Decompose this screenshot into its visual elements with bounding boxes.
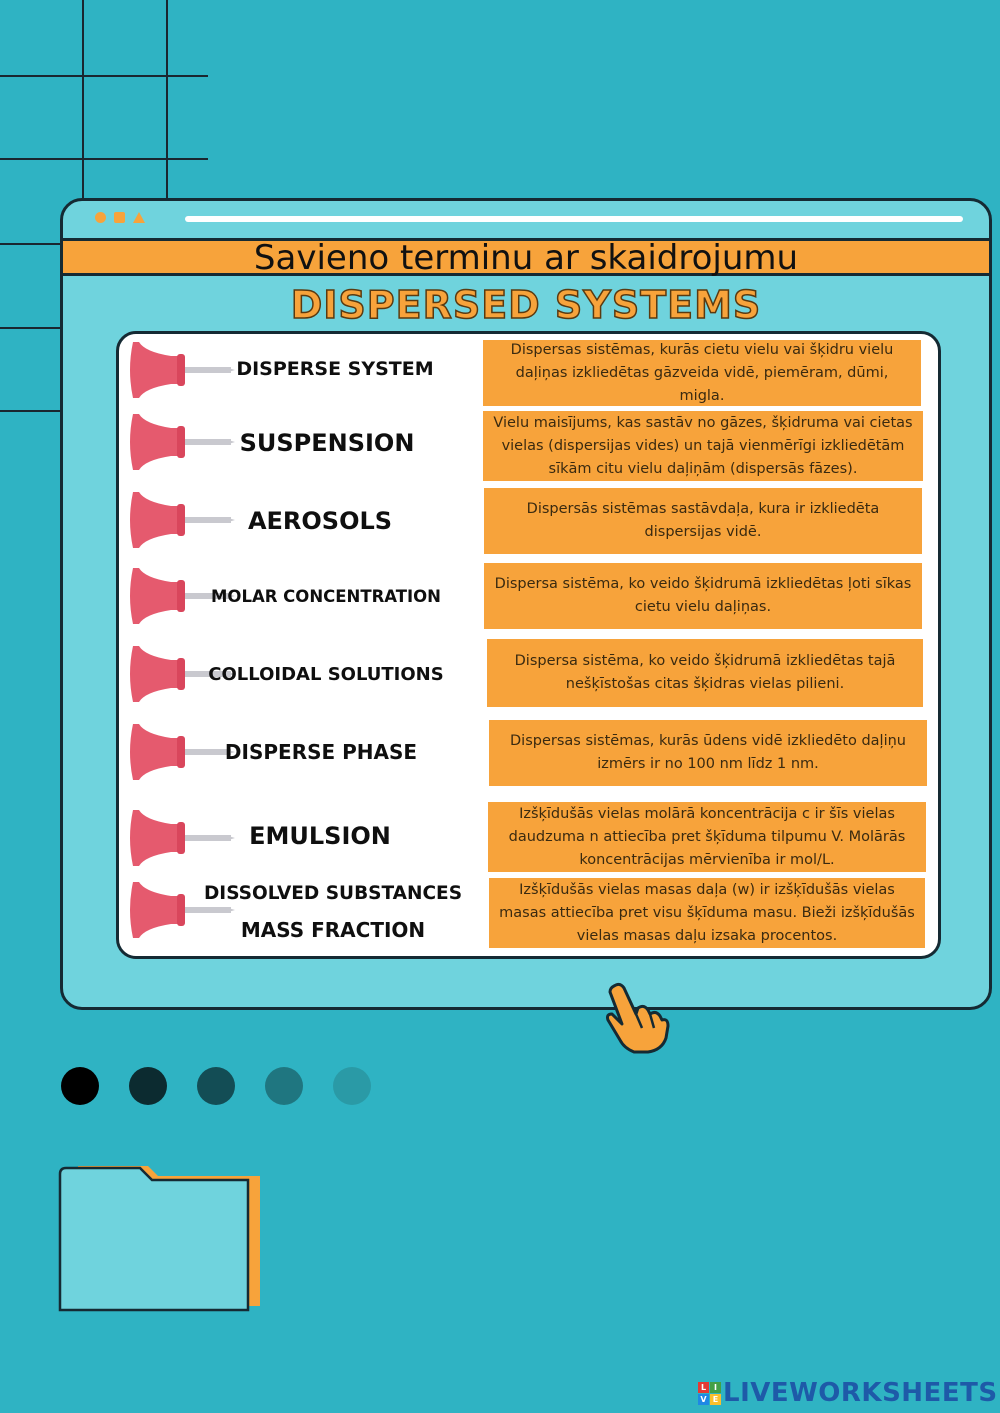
term-mass-fraction[interactable]: MASS FRACTION xyxy=(240,918,426,942)
definition-box[interactable]: Dispersas sistēmas, kurās cietu vielu vai šķidru vielu daļiņas izkliedētas gāzveida vidē, piemēram, dūmi, migla. xyxy=(483,340,921,406)
logo-letter: E xyxy=(710,1394,721,1405)
term-dissolved-substances[interactable]: DISSOLVED SUBSTANCES xyxy=(203,883,463,904)
pagination-dot[interactable] xyxy=(129,1067,167,1105)
pagination-dot[interactable] xyxy=(333,1067,371,1105)
pushpin-icon[interactable] xyxy=(125,806,235,870)
address-bar[interactable] xyxy=(185,216,963,222)
window-controls xyxy=(95,212,145,223)
grid-line xyxy=(0,158,208,160)
definition-box[interactable]: Dispersas sistēmas, kurās ūdens vidē izkliedēto daļiņu izmērs ir no 100 nm līdz 1 nm. xyxy=(489,720,927,786)
folder-icon xyxy=(56,1160,266,1315)
circle-icon[interactable] xyxy=(95,212,106,223)
pushpin-icon[interactable] xyxy=(125,410,235,474)
term-colloidal-solutions[interactable]: COLLOIDAL SOLUTIONS xyxy=(208,664,444,685)
term-disperse-system[interactable]: DISPERSE SYSTEM xyxy=(236,358,434,380)
square-icon[interactable] xyxy=(114,212,125,223)
liveworksheets-logo xyxy=(698,1378,998,1408)
term-molar-concentration[interactable]: MOLAR CONCENTRATION xyxy=(211,587,441,606)
logo-letter: V xyxy=(698,1394,709,1405)
definition-box[interactable]: Izšķīdušās vielas molārā koncentrācija c ir šīs vielas daudzuma n attiecība pret šķīduma tilpumu V. Molārās koncentrācijas mērvienība ir mol/L. xyxy=(488,802,926,872)
definition-box[interactable]: Dispersa sistēma, ko veido šķidrumā izkliedētas tajā nešķīstošas citas šķidras vielas pilieni. xyxy=(487,639,923,707)
logo-letter: L xyxy=(698,1382,709,1393)
grid-line xyxy=(166,0,168,200)
pagination-dot[interactable] xyxy=(265,1067,303,1105)
page-title: Savieno terminu ar skaidrojumu xyxy=(253,238,799,278)
grid-line xyxy=(82,0,84,200)
logo-mark-icon xyxy=(698,1382,721,1405)
matching-card xyxy=(116,331,941,959)
browser-window xyxy=(60,198,992,1010)
definition-box[interactable]: Vielu maisījums, kas sastāv no gāzes, šķidruma vai cietas vielas (dispersijas vides) un tajā vienmērīgi izkliedētām sīkām citu vielu daļiņām (dispersās fāzes). xyxy=(483,411,923,481)
title-bar xyxy=(63,238,989,276)
triangle-icon[interactable] xyxy=(133,212,145,223)
definition-box[interactable]: Dispersa sistēma, ko veido šķidrumā izkliedētas ļoti sīkas cietu vielu daļiņas. xyxy=(484,563,922,629)
grid-line xyxy=(0,243,60,245)
logo-letter: I xyxy=(710,1382,721,1393)
page-subtitle: DISPERSED SYSTEMS xyxy=(290,283,762,327)
grid-line xyxy=(0,327,60,329)
term-emulsion[interactable]: EMULSION xyxy=(249,822,391,850)
grid-line xyxy=(0,75,208,77)
term-disperse-phase[interactable]: DISPERSE PHASE xyxy=(224,740,418,764)
hand-pointer-icon xyxy=(600,980,670,1055)
term-suspension[interactable]: SUSPENSION xyxy=(239,429,415,457)
pagination-dot[interactable] xyxy=(197,1067,235,1105)
definition-box[interactable]: Izšķīdušās vielas masas daļa (w) ir izšķīdušās vielas masas attiecība pret visu šķīduma masu. Bieži izšķīdušās vielas masas daļu izsaka procentos. xyxy=(489,878,925,948)
pushpin-icon[interactable] xyxy=(125,338,235,402)
pagination-dot[interactable] xyxy=(61,1067,99,1105)
logo-text: LIVEWORKSHEETS xyxy=(723,1378,998,1408)
grid-line xyxy=(0,410,60,412)
term-aerosols[interactable]: AEROSOLS xyxy=(247,507,393,535)
pushpin-icon[interactable] xyxy=(125,488,235,552)
definition-box[interactable]: Dispersās sistēmas sastāvdaļa, kura ir izkliedēta dispersijas vidē. xyxy=(484,488,922,554)
